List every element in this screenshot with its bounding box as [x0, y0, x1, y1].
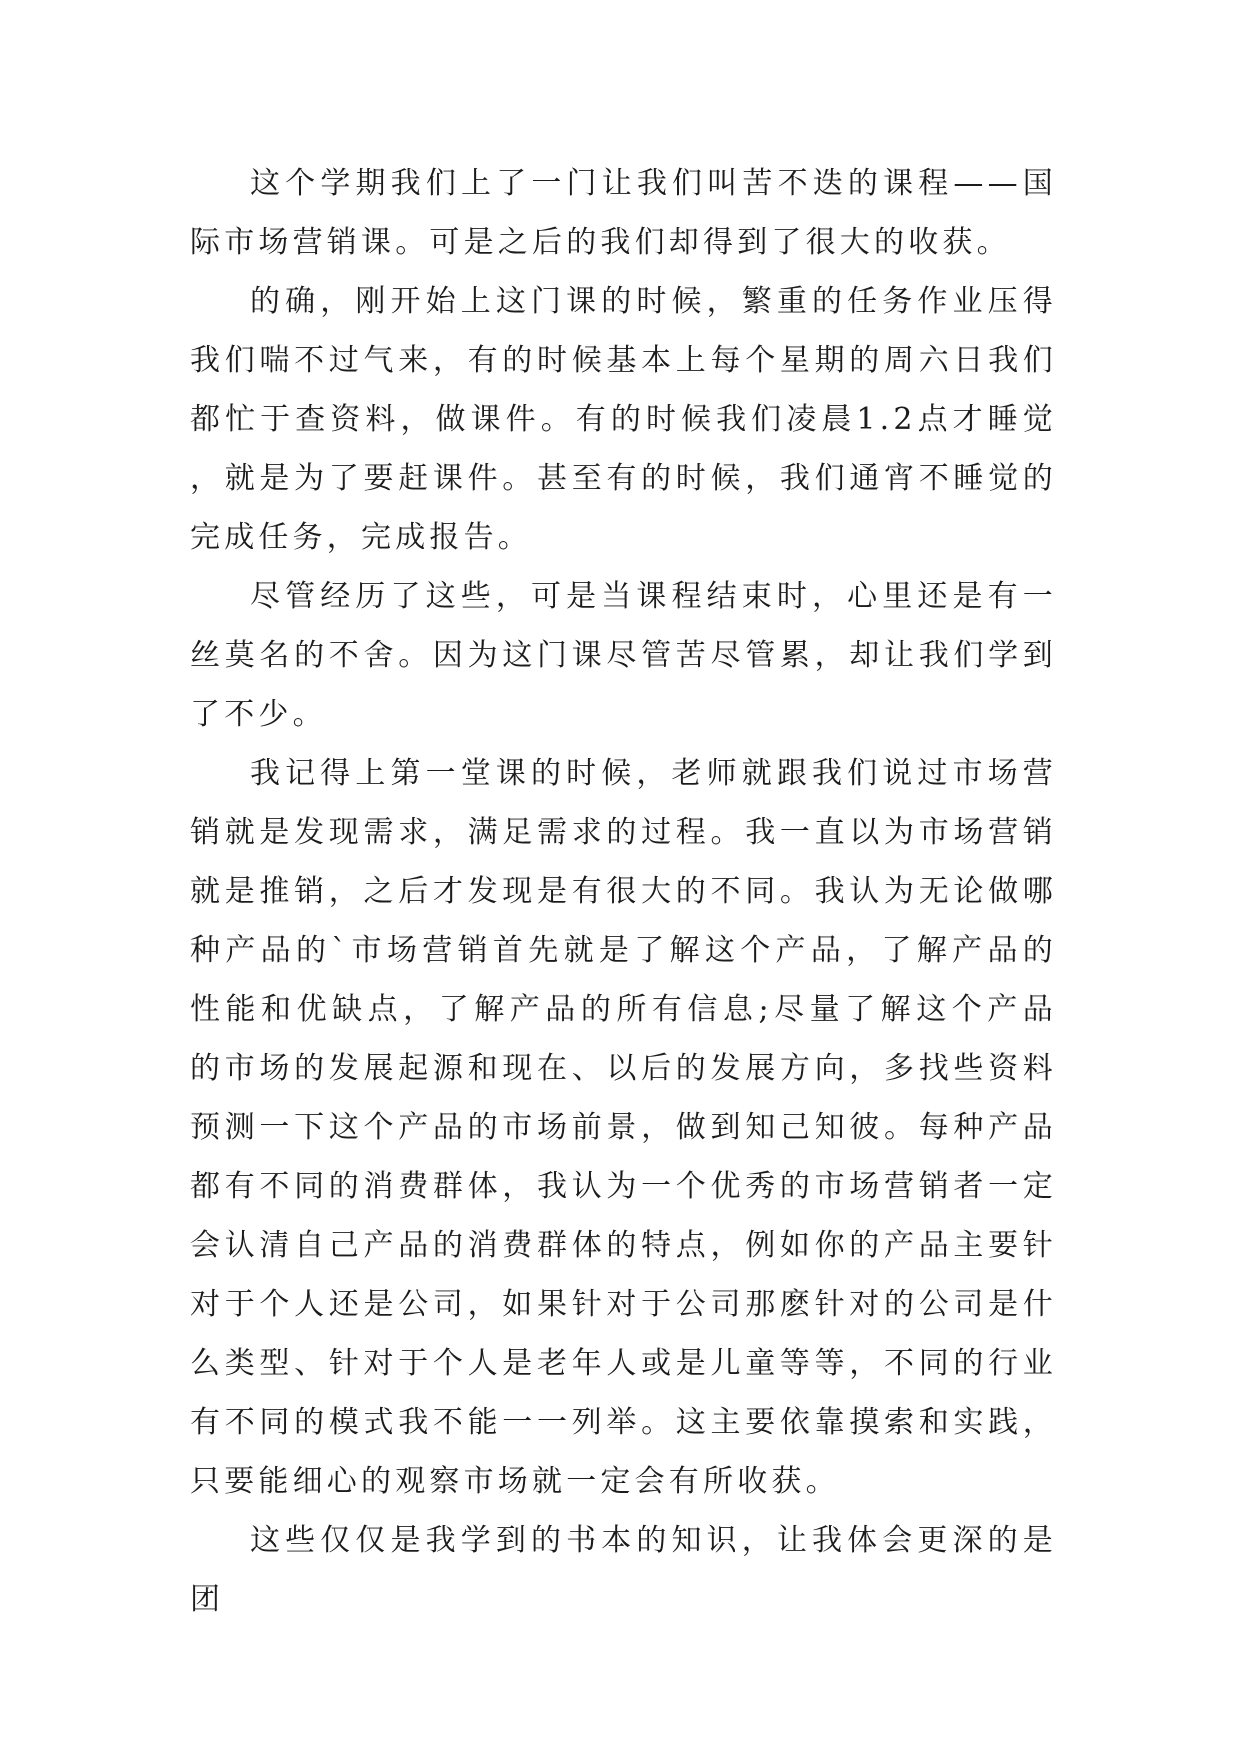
- paragraph-4: 我记得上第一堂课的时候，老师就跟我们说过市场营销就是发现需求，满足需求的过程。我一直以为市场营销就是推销，之后才发现是有很大的不同。我认为无论做哪种产品的`市场营销首先就是了解这个产品，了解产品的性能和优缺点，了解产品的所有信息;尽量了解这个产品的市场的发展起源和现在、以后的发展方向，多找些资料预测一下这个产品的市场前景，做到知己知彼。每种产品都有不同的消费群体，我认为一个优秀的市场营销者一定会认清自己产品的消费群体的特点，例如你的产品主要针对于个人还是公司，如果针对于公司那麽针对的公司是什么类型、针对于个人是老年人或是儿童等等，不同的行业有不同的模式我不能一一列举。这主要依靠摸索和实践，只要能细心的观察市场就一定会有所收获。: [190, 756, 1057, 1499]
- paragraph-2: 的确，刚开始上这门课的时候，繁重的任务作业压得我们喘不过气来，有的时候基本上每个星期的周六日我们都忙于查资料，做课件。有的时候我们凌晨1.2点才睡觉，就是为了要赶课件。甚至有的时候，我们通宵不睡觉的完成任务，完成报告。: [190, 284, 1057, 555]
- paragraph-1: 这个学期我们上了一门让我们叫苦不迭的课程——国际市场营销课。可是之后的我们却得到了很大的收获。: [190, 166, 1057, 260]
- document-body: [190, 154, 1057, 1629]
- paragraph-3: 尽管经历了这些，可是当课程结束时，心里还是有一丝莫名的不舍。因为这门课尽管苦尽管累，却让我们学到了不少。: [190, 579, 1057, 732]
- paragraph-5: 这些仅仅是我学到的书本的知识，让我体会更深的是团: [190, 1523, 1057, 1617]
